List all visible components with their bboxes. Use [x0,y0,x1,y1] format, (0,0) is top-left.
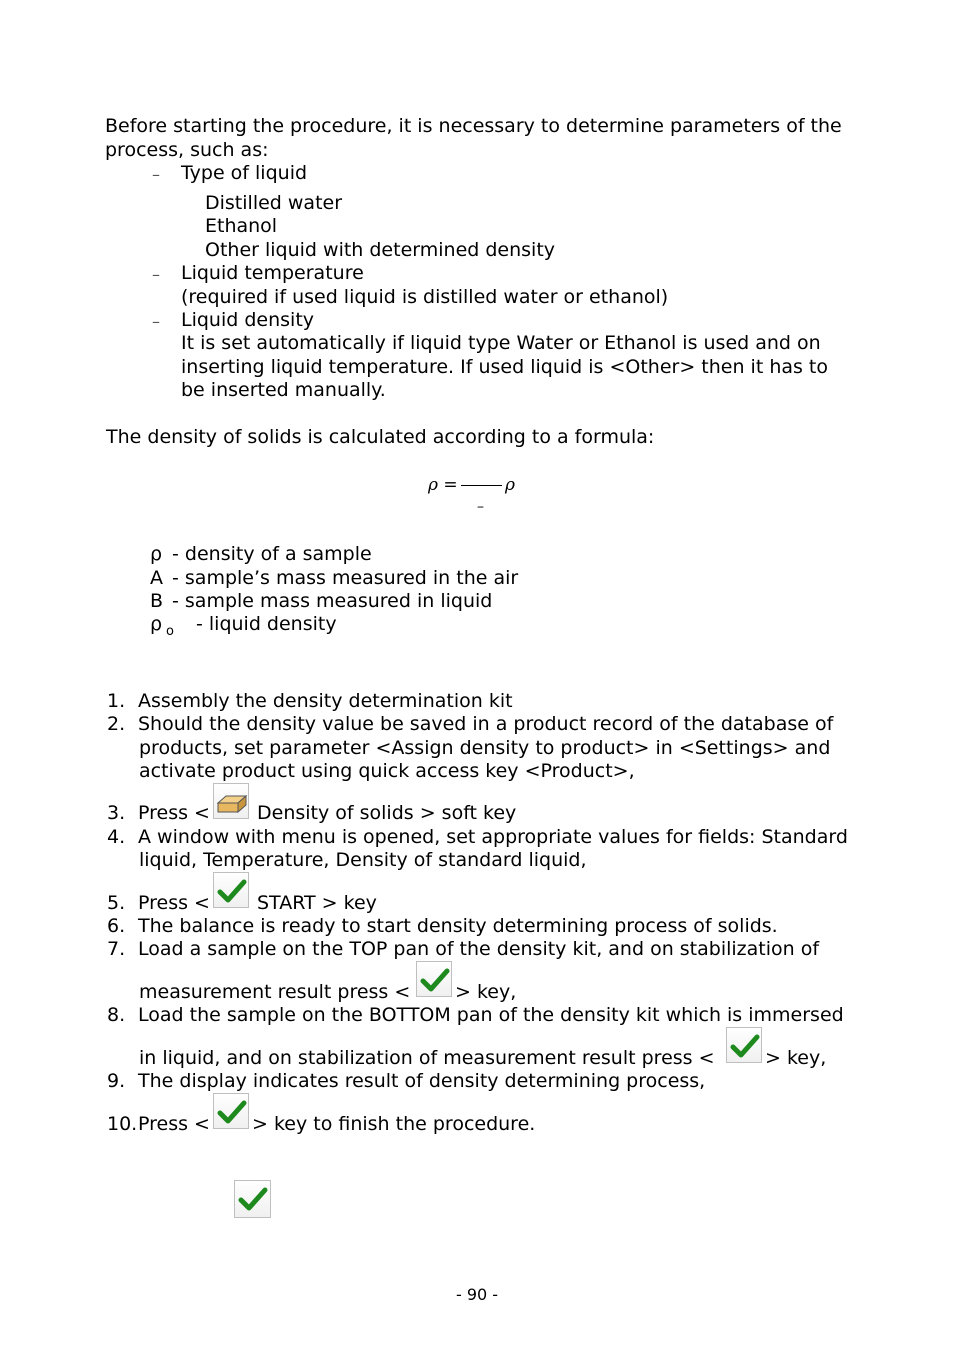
step-number: 7. [107,938,126,960]
fraction-bar [461,485,502,486]
green-checkmark-icon [235,1181,271,1217]
step-10-pre: Press < [138,1113,210,1135]
step-number: 8. [107,1004,126,1026]
step-number: 6. [107,915,126,937]
step-2-text: products, set parameter <Assign density to product> in <Settings> and [139,737,831,759]
formula-intro: The density of solids is calculated according to a formula: [106,426,655,448]
step-4-text: A window with menu is opened, set appropriate values for fields: Standard [138,826,848,848]
step-3-post: Density of solids > soft key [257,802,517,824]
legend-symbol: A [150,567,163,589]
step-7-text: Load a sample on the TOP pan of the density kit, and on stabilization of [138,938,820,960]
formula-lhs: ρ = [428,475,458,495]
liquid-type-item: Ethanol [205,215,278,237]
legend-symbol: ρ [150,543,163,565]
legend-text: - sample’s mass measured in the air [172,567,519,589]
green-checkmark-icon [214,873,250,909]
param-liquid-temperature: Liquid temperature [181,262,364,284]
step-8-post: > key, [765,1047,827,1069]
step-2-text: Should the density value be saved in a product record of the database of [138,713,834,735]
temperature-note: (required if used liquid is distilled water or ethanol) [181,286,669,308]
confirm-key [726,1027,762,1063]
intro-line-1: Before starting the procedure, it is necessary to determine parameters of the [105,115,842,137]
intro-line-2: process, such as: [105,139,269,161]
step-number: 9. [107,1070,126,1092]
step-number: 1. [107,690,126,712]
legend-text: - density of a sample [172,543,372,565]
step-number: 10. [107,1113,138,1135]
green-checkmark-icon [727,1028,763,1064]
page-number: - 90 - [456,1285,499,1304]
step-3-pre: Press < [138,802,210,824]
step-5-post: START > key [257,892,377,914]
step-1-text: Assembly the density determination kit [138,690,513,712]
step-5-pre: Press < [138,892,210,914]
legend-symbol: ρ [150,613,163,635]
step-number: 4. [107,826,126,848]
legend-symbol: B [150,590,164,612]
bullet-dash: – [152,165,160,184]
density-note-line: inserting liquid temperature. If used liquid is <Other> then it has to [181,356,829,378]
step-6-text: The balance is ready to start density determining process of solids. [138,915,778,937]
liquid-type-item: Other liquid with determined density [205,239,556,261]
step-8-text: Load the sample on the BOTTOM pan of the density kit which is immersed [138,1004,844,1026]
param-type-of-liquid: Type of liquid [181,162,308,184]
density-of-solids-key [213,783,249,819]
step-10-post: > key to finish the procedure. [252,1113,536,1135]
formula-denominator: – [477,499,484,515]
param-liquid-density: Liquid density [181,309,315,331]
step-2-text: activate product using quick access key <Product>, [139,760,635,782]
step-9-text: The display indicates result of density determining process, [138,1070,706,1092]
confirm-key-standalone [234,1180,271,1218]
step-7-post: > key, [455,981,517,1003]
legend-text: - sample mass measured in liquid [172,590,493,612]
step-number: 5. [107,892,126,914]
density-of-solids-icon [214,784,250,820]
liquid-type-item: Distilled water [205,192,343,214]
step-4-text: liquid, Temperature, Density of standard liquid, [139,849,587,871]
confirm-key [213,1093,249,1129]
density-note-line: be inserted manually. [181,379,386,401]
green-checkmark-icon [214,1094,250,1130]
bullet-dash: – [152,312,160,331]
bullet-dash: – [152,265,160,284]
step-8-pre: in liquid, and on stabilization of measurement result press < [139,1047,715,1069]
step-7-pre: measurement result press < [139,981,411,1003]
legend-subscript: o [166,624,174,639]
confirm-key [416,961,452,997]
density-note-line: It is set automatically if liquid type Water or Ethanol is used and on [181,332,821,354]
step-number: 3. [107,802,126,824]
formula-rhs: ρ [505,475,515,495]
green-checkmark-icon [417,962,453,998]
legend-text: - liquid density [196,613,337,635]
start-key [213,872,249,908]
step-number: 2. [107,713,126,735]
